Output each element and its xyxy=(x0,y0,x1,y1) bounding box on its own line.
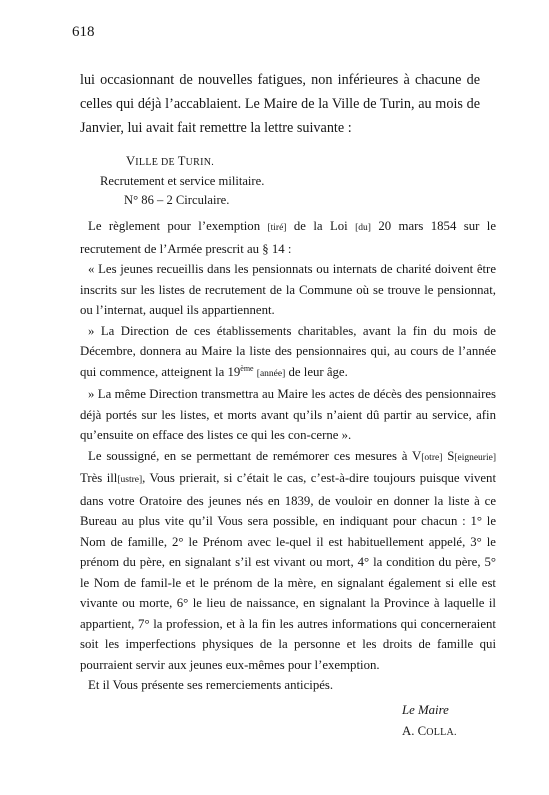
page-number: 618 xyxy=(72,24,95,40)
letter-header xyxy=(100,152,400,210)
intro-line: de celles qui déjà l’accablaient. Le Maire de la Ville de Turin, xyxy=(80,72,481,112)
letter-paragraph: Le soussigné, en se permettant de remémorer ces mesures à V[otre] S[eigneurie] Très ill[ustre], Vous prierait, si c’était le cas, c’est-à-dire toujours puisque vivent dans votre Oratoire des jeunes nés en 1839, de vouloir en donner la liste à ce Bureau au plus vite qu’il Vous sera possible, en indiquant pour chacun : 1° le Nom de famille, 2° le Prénom avec le-quel il est habituellement appelé, 3° le prénom du père, en signalant s’il est vivant ou mort, 4° la condition du père, 5° le Nom de famil-le et le prénom de la mère, en signalant également si elle est vivante ou morte, 6° le lieu de naissance, en signalant la Province à laquelle il appartient, 7° la profession, et à la fin les autres informations qui concerneraient soit les imperfections physiques de la personne et les droits de famille qui pourraient servir aux jeunes eux-mêmes pour l’exemption. xyxy=(80,448,497,672)
header-city: VILLE DE TURIN. xyxy=(126,154,215,168)
intro-line: au mois de Janvier, lui avait fait remettre la lettre suivante : xyxy=(80,96,480,136)
intro-line: lui occasionnant de nouvelles fatigues, non inférieures à chacune xyxy=(80,72,462,88)
letter-paragraph: Et il Vous présente ses remerciements anticipés. xyxy=(88,678,334,692)
letter-paragraph: » La Direction de ces établissements charitables, avant la fin du mois de Décembre, donnera au Maire la liste des pensionnaires qui, au cours de l’année qui commence, atteignent la 19ème [année] de leur âge. xyxy=(80,323,496,379)
signature-title: Le Maire xyxy=(402,703,449,717)
header-department: Recrutement et service militaire. xyxy=(100,174,265,188)
header-reference: N° 86 – 2 Circulaire. xyxy=(124,193,230,207)
signature-block xyxy=(402,700,457,743)
letter-paragraph: « Les jeunes recueillis dans les pensionnats ou internats de charité doivent être inscrits sur les listes de recrutement de la Commune où se trouve le pensionnat, ou l’internat, auquel ils appartiennent. xyxy=(80,262,496,317)
letter-paragraph: » La même Direction transmettra au Maire les actes de décès des pensionnaires déjà portés sur les listes, et morts avant qu’ils n’aient dû partir au service, afin qu’ensuite on efface des listes ce qui les con-cerne ». xyxy=(80,387,496,442)
letter-body xyxy=(80,216,496,696)
signature-name: A. COLLA. xyxy=(402,723,457,738)
intro-paragraph xyxy=(80,68,480,140)
letter-paragraph: Le règlement pour l’exemption [tiré] de la Loi [du] 20 mars 1854 sur le recrutement de l’Armée prescrit au § 14 : xyxy=(80,219,496,256)
